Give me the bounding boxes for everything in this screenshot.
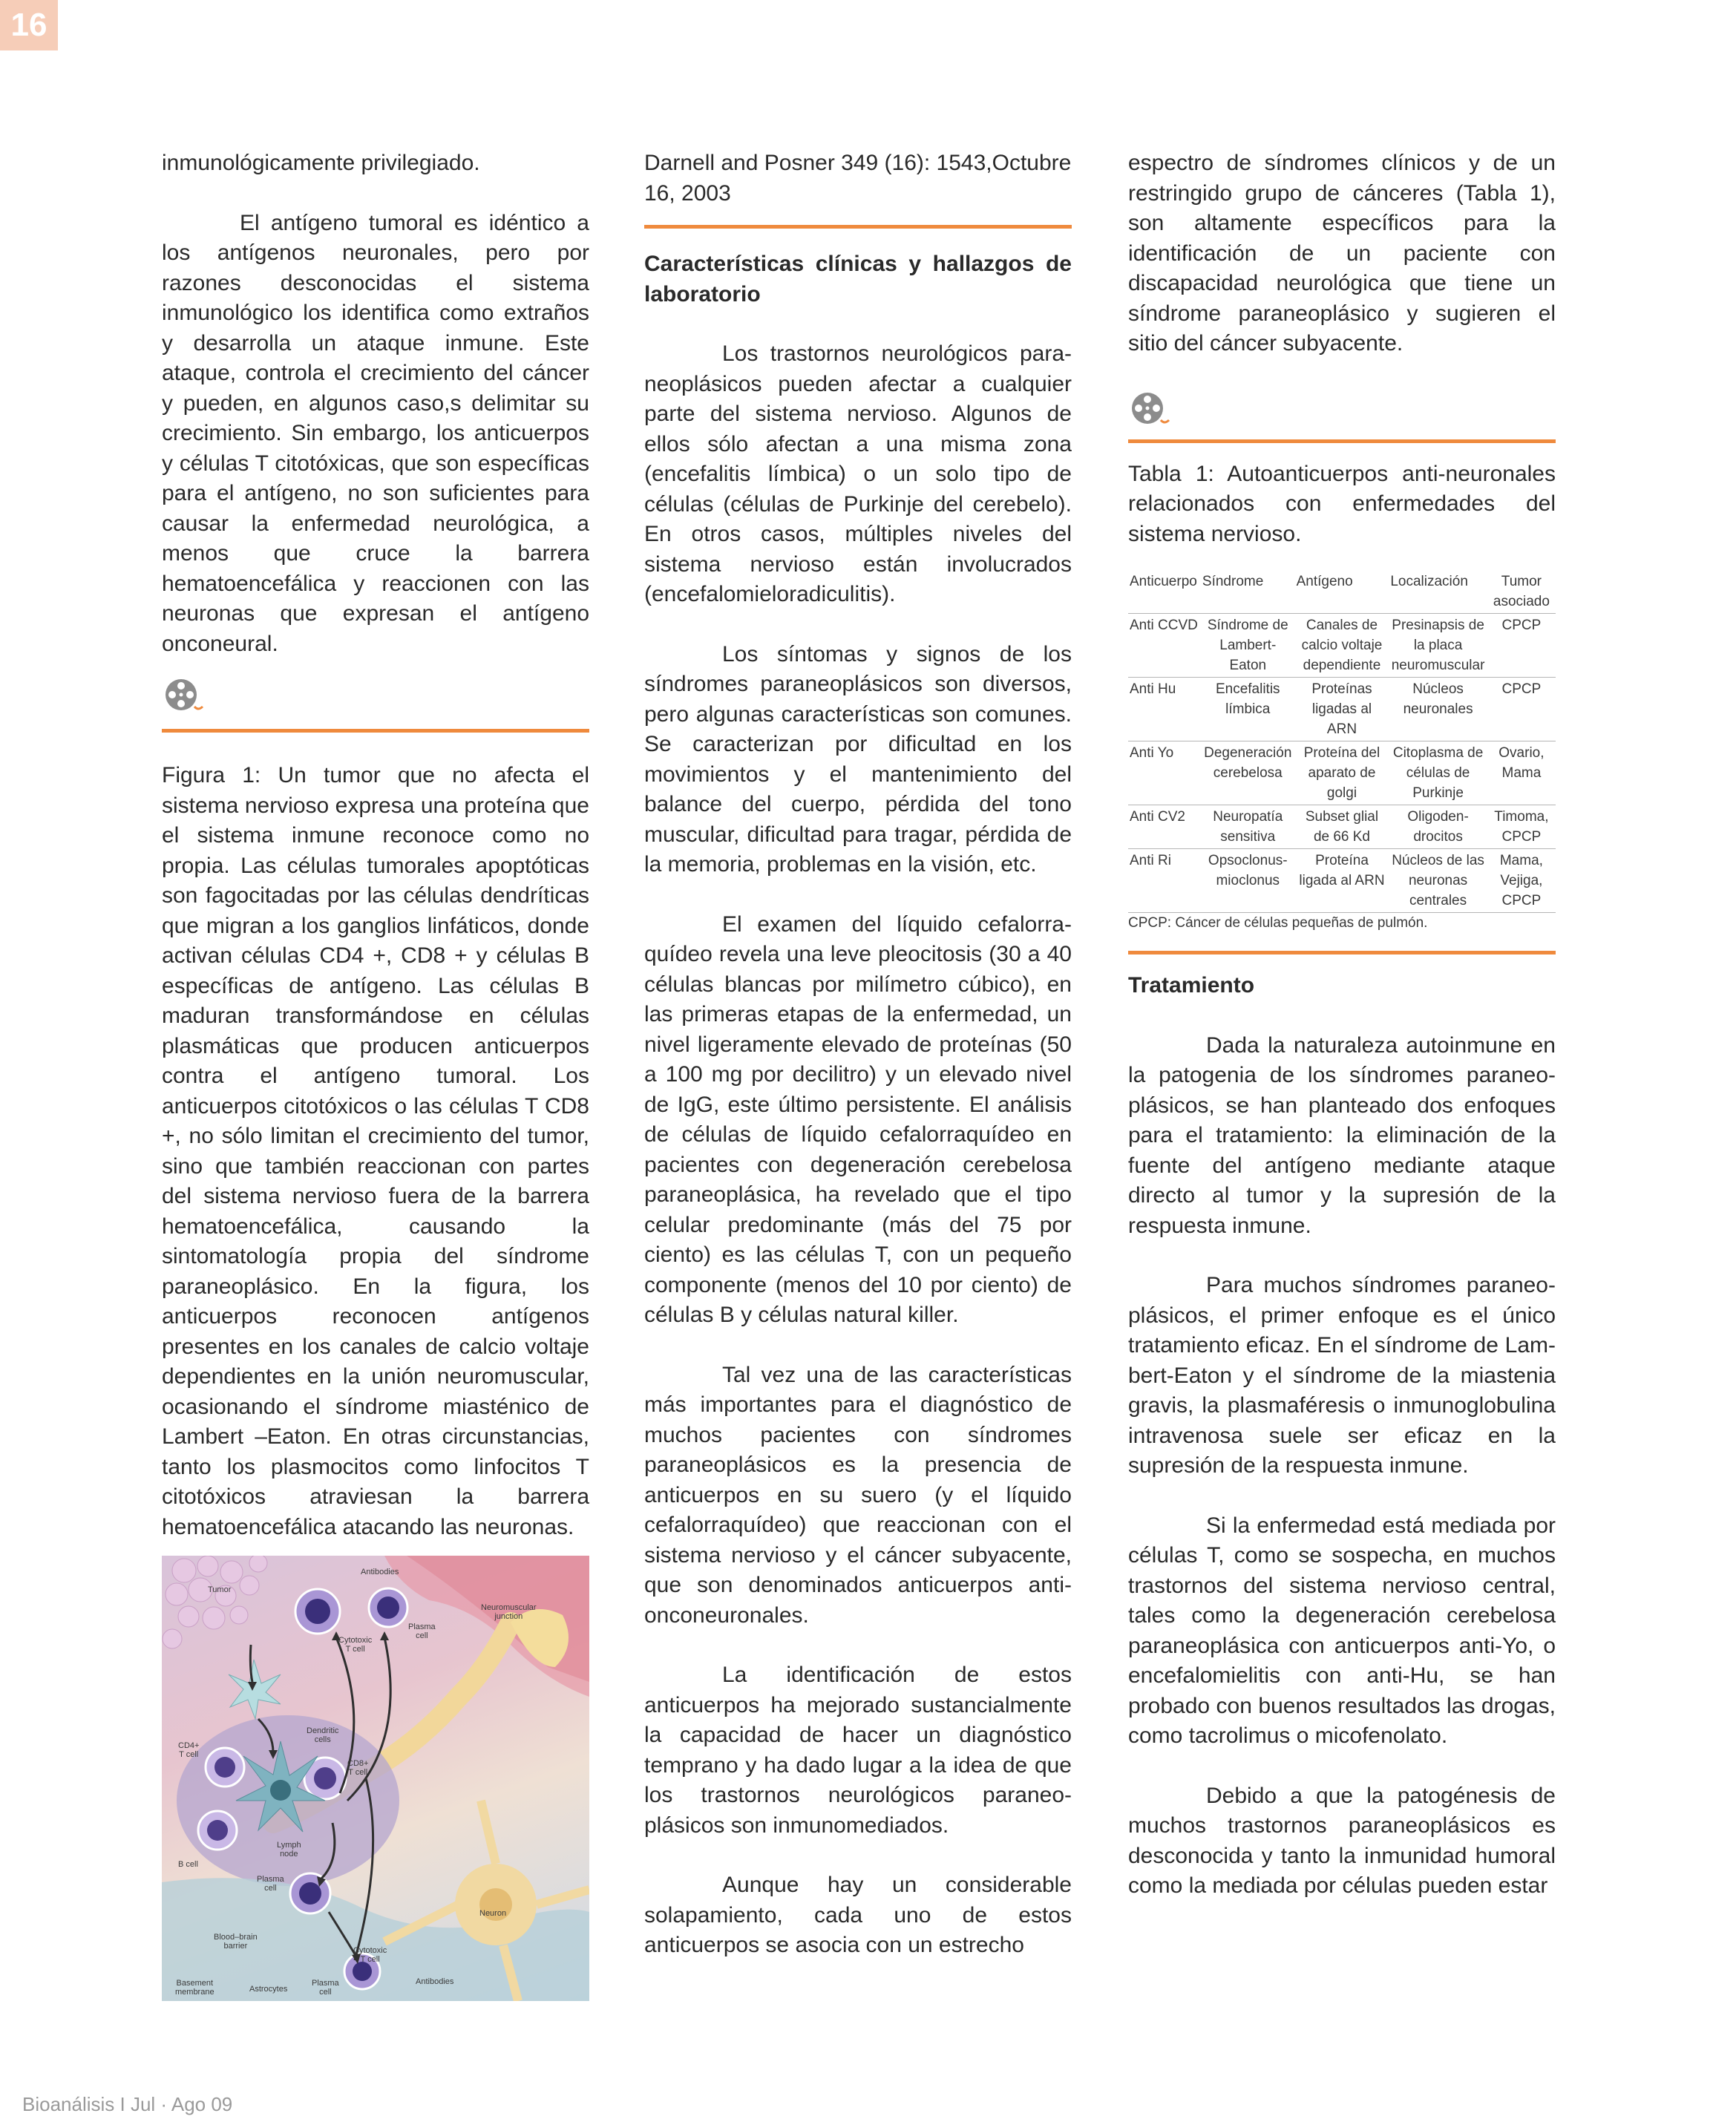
reference: Darnell and Posner 349 (16): 1543,Octubre 16, 2003	[644, 151, 1072, 206]
column-left	[162, 148, 589, 2001]
figure-label: CD8+ T cell	[347, 1759, 369, 1777]
table-cell: Timoma, CPCP	[1487, 805, 1556, 849]
paragraph: Los trastornos neurológicos paraneoplásicos pueden afectar a cualquier parte del sistema nervioso. Algunos de ellos sólo afectan a una misma zona (encefalitis límbica) o un solo tipo de células (células de Purkinje del cerebelo). En otros casos, múltiples niveles del sistema nervioso están involucrados (encefalomieloradiculitis).	[644, 341, 1072, 606]
table-cell: Canales de calcio voltaje dependiente	[1295, 614, 1389, 678]
table-cell: Síndrome de Lambert-Eaton	[1201, 614, 1295, 678]
table-caption: Tabla 1: Autoanticuerpos anti-neuronales relacionados con enfermedades del sistema nervioso.	[1128, 461, 1556, 546]
paragraph: Dada la naturaleza autoinmune en la patogenia de los síndromes paraneoplásicos, se han planteado dos enfoques para el tratamiento: la eliminación de la fuente del antígeno mediante ataque directo al tumor y la supresión de la respuesta inmune.	[1128, 1032, 1556, 1238]
table-cell: Proteínas ligadas al ARN	[1295, 678, 1389, 741]
table-cell: Núcleos neuronales	[1389, 678, 1487, 741]
paragraph: espectro de síndromes clínicos y de un restringido grupo de cánceres (Tabla 1), son altamente específicos para la identificación de un paciente con discapacidad neurológica que tiene un síndrome paraneoplásico y sugieren el sitio del cáncer subyacente.	[1128, 151, 1556, 356]
paragraph: El antígeno tumoral es idéntico a los antígenos neuronales, pero por razones desconocidas el sistema inmunológico los identifica como extraños y desarrolla un ataque inmune. Este ataque, controla el crecimiento del cáncer y pueden, en algunos caso,s delimitar su crecimiento. Sin embargo, los anticuerpos y células T citotóxicas, que son específicas para el antígeno, no son suficientes para causar la enfermedad neurológica, a menos que cruce la barrera hematoencefálica y reaccionen con las neuronas que expresan el antígeno onconeural.	[162, 210, 589, 656]
figure-label: Lymph node	[277, 1841, 301, 1859]
table-cell: Subset glial de 66 Kd	[1295, 805, 1389, 849]
paragraph: Tal vez una de las características más importantes para el diagnóstico de muchos pacientes con síndromes paraneoplásicos es la presencia de anticuerpos en su suero (y el líquido cefalorraquídeo) que reaccionan con el sistema nervioso y el cáncer subyacente, que son denominados anticuerpos antionconeuronales.	[644, 1362, 1072, 1628]
paragraph: La identificación de estos anticuerpos ha mejorado sustancialmente la capacidad de hacer un diagnóstico temprano y ha dado lugar a la idea de que los trastornos neurológicos paraneoplásicos son inmunomediados.	[644, 1663, 1072, 1838]
figure-label: Cytotoxic T cell	[338, 1636, 373, 1654]
autoantibody-table	[1128, 572, 1556, 913]
column-header: Síndrome	[1201, 572, 1295, 614]
figure-label: CD4+ T cell	[178, 1741, 200, 1759]
paragraph: Para muchos síndromes paraneoplásicos, el primer enfoque es el único tratamiento eficaz. En el síndrome de Lambert-Eaton y el síndrome de la miastenia gravis, la plasmaféresis o inmunoglobulina intravenosa suele ser eficaz en la supresión de la respuesta inmune.	[1128, 1273, 1556, 1478]
figure-caption: Figura 1: Un tumor que no afecta el sistema nervioso expresa una proteína que el sistema inmune reconoce como no propia. Las células tumorales apoptóticas son fagocitadas por las células dendríticas que migran a los ganglios linfáticos, donde activan células CD4 +, CD8 + y células B específicas de antígeno. Las células B maduran transformándose en células plasmáticas que producen anticuerpos contra el antígeno tumoral. Los anticuerpos citotóxicos o las células T CD8 +, no sólo limitan el crecimiento del tumor, sino que también reaccionan con partes del sistema nervioso fuera de la barrera hematoencefálica, causando la sintomatología propia del síndrome paraneoplásico. En la figura, los anticuerpos reconocen antígenos presentes en los canales de calcio voltaje dependientes en la unión neuromuscular, ocasionando el síndrome miasténico de Lambert –Eaton. En otras circunstancias, tanto los plasmocitos como linfocitos T citotóxicos atraviesan la barrera hematoencefálica atacando las neuronas.	[162, 763, 589, 1539]
table-cell: Oligodendrocitos	[1389, 805, 1487, 849]
paragraph: Si la enfermedad está mediada por células T, como se sospecha, en muchos trastornos del sistema nervioso central, tales como la degeneración cerebelosa paraneoplásica con anticuerpos anti-Yo, o encefalomielitis con anti-Hu, se han probado con buenos resultados las drogas, como tacrolimus o micofenolato.	[1128, 1513, 1556, 1748]
table-cell: Opsoclonus-mioclonus	[1201, 849, 1295, 913]
page-footer: Bioanálisis I Jul · Ago 09	[22, 2093, 233, 2115]
column-header: Anticuerpo	[1128, 572, 1201, 614]
page-number: 16	[0, 0, 58, 50]
table-cell: Proteína ligada al ARN	[1295, 849, 1389, 913]
column-header: Antígeno	[1295, 572, 1389, 614]
figure-label: Tumor	[208, 1585, 232, 1594]
section-heading: Características clínicas y hallazgos de laboratorio	[644, 252, 1072, 307]
column-right	[1128, 148, 1556, 1902]
paragraph: Los síntomas y signos de los síndromes paraneoplásicos son diversos, pero algunas características son comunes. Se caracterizan por dificultad en los movimientos y el mantenimiento del balance del cuerpo, pérdida del tono muscular, dificultad para tragar, pérdida de la memoria, problemas en la visión, etc.	[644, 641, 1072, 877]
table-row	[1128, 741, 1556, 805]
table-cell: Degeneración cerebelosa	[1201, 741, 1295, 805]
figure-label: Basement membrane	[175, 1979, 214, 1997]
paragraph: inmunológicamente privilegiado.	[162, 151, 480, 175]
paragraph: Debido a que la patogénesis de muchos trastornos paraneoplásicos es desconocida y tanto la inmunidad humoral como la mediada por células pueden estar	[1128, 1783, 1556, 1898]
figure-label: Neuron	[479, 1909, 507, 1918]
table-row	[1128, 614, 1556, 678]
figure-label: Dendritic cells	[307, 1726, 339, 1744]
table-row	[1128, 678, 1556, 741]
table-cell: CPCP	[1487, 678, 1556, 741]
column-middle	[644, 148, 1072, 1961]
section-heading: Tratamiento	[1128, 973, 1255, 998]
table-header-row	[1128, 572, 1556, 614]
film-reel-icon	[162, 675, 209, 715]
table-cell: Anti Ri	[1128, 849, 1201, 913]
table-cell: Anti CV2	[1128, 805, 1201, 849]
table-cell: Anti Yo	[1128, 741, 1201, 805]
table-row	[1128, 805, 1556, 849]
column-header: Localización	[1389, 572, 1487, 614]
figure-label: B cell	[178, 1860, 198, 1869]
table-footnote: CPCP: Cáncer de células pequeñas de pulmón.	[1128, 915, 1428, 931]
table-cell: Encefalitis límbica	[1201, 678, 1295, 741]
paragraph: El examen del líquido cefalorraquídeo revela una leve pleocitosis (30 a 40 células blancas por milímetro cúbico), en las primeras etapas de la enfermedad, un nivel ligeramente elevado de proteínas (50 a 100 mg por decilitro) y un elevado nivel de IgG, este último persistente. El análisis de células de líquido cefalorraquídeo en pacientes con degeneración cerebelosa paraneoplásica, ha revelado que el tipo celular predominante (más del 75 por ciento) es las células T, con un pequeño componente (menos del 10 por ciento) de células B y células natural killer.	[644, 911, 1072, 1327]
figure-label: Antibodies	[416, 1977, 454, 1986]
table-cell: Anti Hu	[1128, 678, 1201, 741]
table-cell: Anti CCVD	[1128, 614, 1201, 678]
table-cell: Citoplasma de células de Purkinje	[1389, 741, 1487, 805]
table-row	[1128, 849, 1556, 913]
table-cell: Mama, Vejiga, CPCP	[1487, 849, 1556, 913]
figure-label: Cytotoxic T cell	[353, 1946, 387, 1964]
table-cell: Núcleos de las neuronas centrales	[1389, 849, 1487, 913]
column-header: Tumor asociado	[1487, 572, 1556, 614]
figure-illustration	[162, 1556, 589, 2001]
table-cell: Presinapsis de la placa neuromuscular	[1389, 614, 1487, 678]
table-cell: Proteína del aparato de golgi	[1295, 741, 1389, 805]
figure-label: Plasma cell	[312, 1979, 339, 1997]
film-reel-icon	[1128, 389, 1176, 429]
figure-label: Blood–brain barrier	[214, 1933, 258, 1951]
figure-label: Astrocytes	[249, 1985, 288, 1994]
figure-label: Plasma cell	[408, 1622, 436, 1640]
figure-label: Neuromuscular junction	[481, 1603, 537, 1621]
table-cell: CPCP	[1487, 614, 1556, 678]
figure-label: Antibodies	[361, 1568, 399, 1576]
figure-label: Plasma cell	[257, 1875, 284, 1893]
table-cell: Neuropatía sensitiva	[1201, 805, 1295, 849]
paragraph: Aunque hay un considerable solapamiento, cada uno de estos anticuerpos se asocia con un estrecho	[644, 1873, 1072, 1957]
table-cell: Ovario, Mama	[1487, 741, 1556, 805]
